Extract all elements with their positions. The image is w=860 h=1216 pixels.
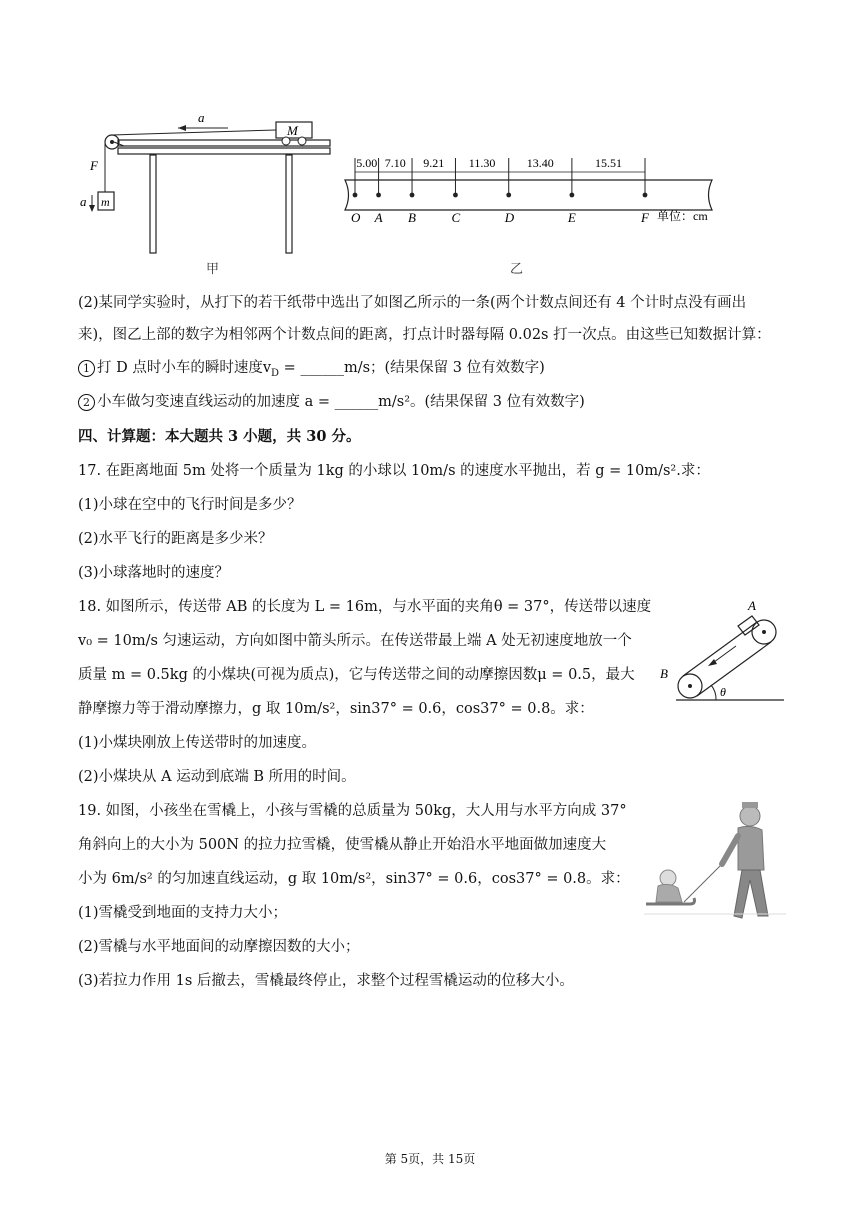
- tape-point-label: E: [567, 210, 576, 225]
- tape-distance-label: 13.40: [526, 156, 554, 170]
- q16-2-item1-post: = ______m/s；(结果保留 3 位有效数字): [279, 360, 545, 376]
- tape-dot: [643, 193, 648, 198]
- q17-stem: 17. 在距离地面 5m 处将一个质量为 1kg 的小球以 10m/s 的速度水平抛出，若 g = 10m/s².求：: [78, 463, 710, 479]
- q16-2-item2-text: 小车做匀变速直线运动的加速度 a = ______m/s²。(结果保留 3 位有效数字): [97, 394, 585, 410]
- tape-distance-label: 5.00: [356, 156, 378, 170]
- label-B: B: [660, 666, 668, 681]
- tape-point-label: O: [351, 210, 361, 225]
- q19-sub1: (1)雪橇受到地面的支持力大小；: [78, 905, 288, 921]
- q19-line3: 小为 6m/s² 的匀加速直线运动，g 取 10m/s²，sin37° = 0.6，cos37° = 0.8。求：: [78, 871, 630, 887]
- caption-yi: 乙: [510, 262, 524, 277]
- q19-line2: 角斜向上的大小为 500N 的拉力拉雪橇，使雪橇从静止开始沿水平地面做加速度大: [78, 837, 607, 853]
- q18-line1: 18. 如图所示，传送带 AB 的长度为 L = 16m，与水平面的夹角θ = 37°，传送带以速度: [78, 599, 652, 615]
- label-M: M: [287, 123, 298, 138]
- label-theta: θ: [720, 685, 726, 699]
- q17-sub3: (3)小球落地时的速度？: [78, 565, 230, 581]
- tape-distance-label: 7.10: [384, 156, 406, 170]
- q16-2-item2: [78, 391, 585, 413]
- q17-sub2: (2)水平飞行的距离是多少米？: [78, 531, 273, 547]
- tape-point-label: F: [641, 210, 649, 225]
- q16-2-item1-pre: 打 D 点时小车的瞬时速度v: [97, 360, 272, 376]
- tape-point-label: B: [408, 210, 416, 225]
- label-a-top: a: [198, 110, 205, 125]
- figure-jia-cart-pulley: [78, 110, 338, 260]
- q16-2-line2: 来)，图乙上部的数字为相邻两个计数点间的距离，打点计时器每隔 0.02s 打一次点。由这些已知数据计算：: [78, 327, 771, 343]
- tape-dot: [506, 193, 511, 198]
- tape-dot: [410, 193, 415, 198]
- figure-conveyor-belt: [656, 596, 786, 708]
- section-4-heading: 四、计算题：本大题共 3 小题，共 30 分。: [78, 428, 361, 445]
- caption-jia: 甲: [206, 262, 220, 277]
- tape-dot: [353, 193, 358, 198]
- page-footer: 第 5页，共 15页: [384, 1152, 476, 1166]
- q16-2-line1: (2)某同学实验时，从打下的若干纸带中选出了如图乙所示的一条(两个计数点间还有 4 个计时点没有画出: [78, 295, 747, 311]
- q19-sub2: (2)雪橇与水平地面间的动摩擦因数的大小；: [78, 939, 360, 955]
- tape-point-label: C: [451, 210, 461, 225]
- q18-line4: 静摩擦力等于滑动摩擦力，g 取 10m/s²，sin37° = 0.6，cos37° = 0.8。求：: [78, 701, 594, 717]
- tape-point-label: A: [374, 210, 383, 225]
- q19-sub3: (3)若拉力作用 1s 后撤去，雪橇最终停止，求整个过程雪橇运动的位移大小。: [78, 973, 574, 989]
- q16-2-item1-sub: D: [271, 367, 280, 379]
- tape-dot: [569, 193, 574, 198]
- label-a-side: a: [80, 194, 87, 209]
- q19-line1: 19. 如图，小孩坐在雪橇上，小孩与雪橇的总质量为 50kg，大人用与水平方向成 37°: [78, 803, 627, 819]
- figure-sled-illustration: [638, 798, 788, 928]
- circled-number-2: 2: [78, 394, 95, 411]
- q18-sub2: (2)小煤块从 A 运动到底端 B 所用的时间。: [78, 769, 356, 785]
- q16-2-item1: [78, 357, 545, 385]
- tape-distance-label: 11.30: [468, 156, 496, 170]
- label-F: F: [90, 158, 98, 173]
- tape-dot: [376, 193, 381, 198]
- tape-dot: [453, 193, 458, 198]
- circled-number-1: 1: [78, 360, 95, 377]
- tape-point-label: D: [504, 210, 515, 225]
- tape-distance-label: 15.51: [594, 156, 622, 170]
- q18-sub1: (1)小煤块刚放上传送带时的加速度。: [78, 735, 317, 751]
- figure-yi-ticker-tape: [340, 150, 720, 230]
- q17-sub1: (1)小球在空中的飞行时间是多少？: [78, 497, 302, 513]
- tape-distance-label: 9.21: [423, 156, 445, 170]
- label-m: m: [101, 195, 110, 209]
- q18-line2: v₀ = 10m/s 匀速运动，方向如图中箭头所示。在传送带最上端 A 处无初速度地放一个: [78, 633, 632, 649]
- label-A: A: [748, 598, 756, 613]
- tape-unit-label: 单位：cm: [657, 209, 708, 223]
- q18-line3: 质量 m = 0.5kg 的小煤块(可视为质点)，它与传送带之间的动摩擦因数μ = 0.5，最大: [78, 667, 635, 683]
